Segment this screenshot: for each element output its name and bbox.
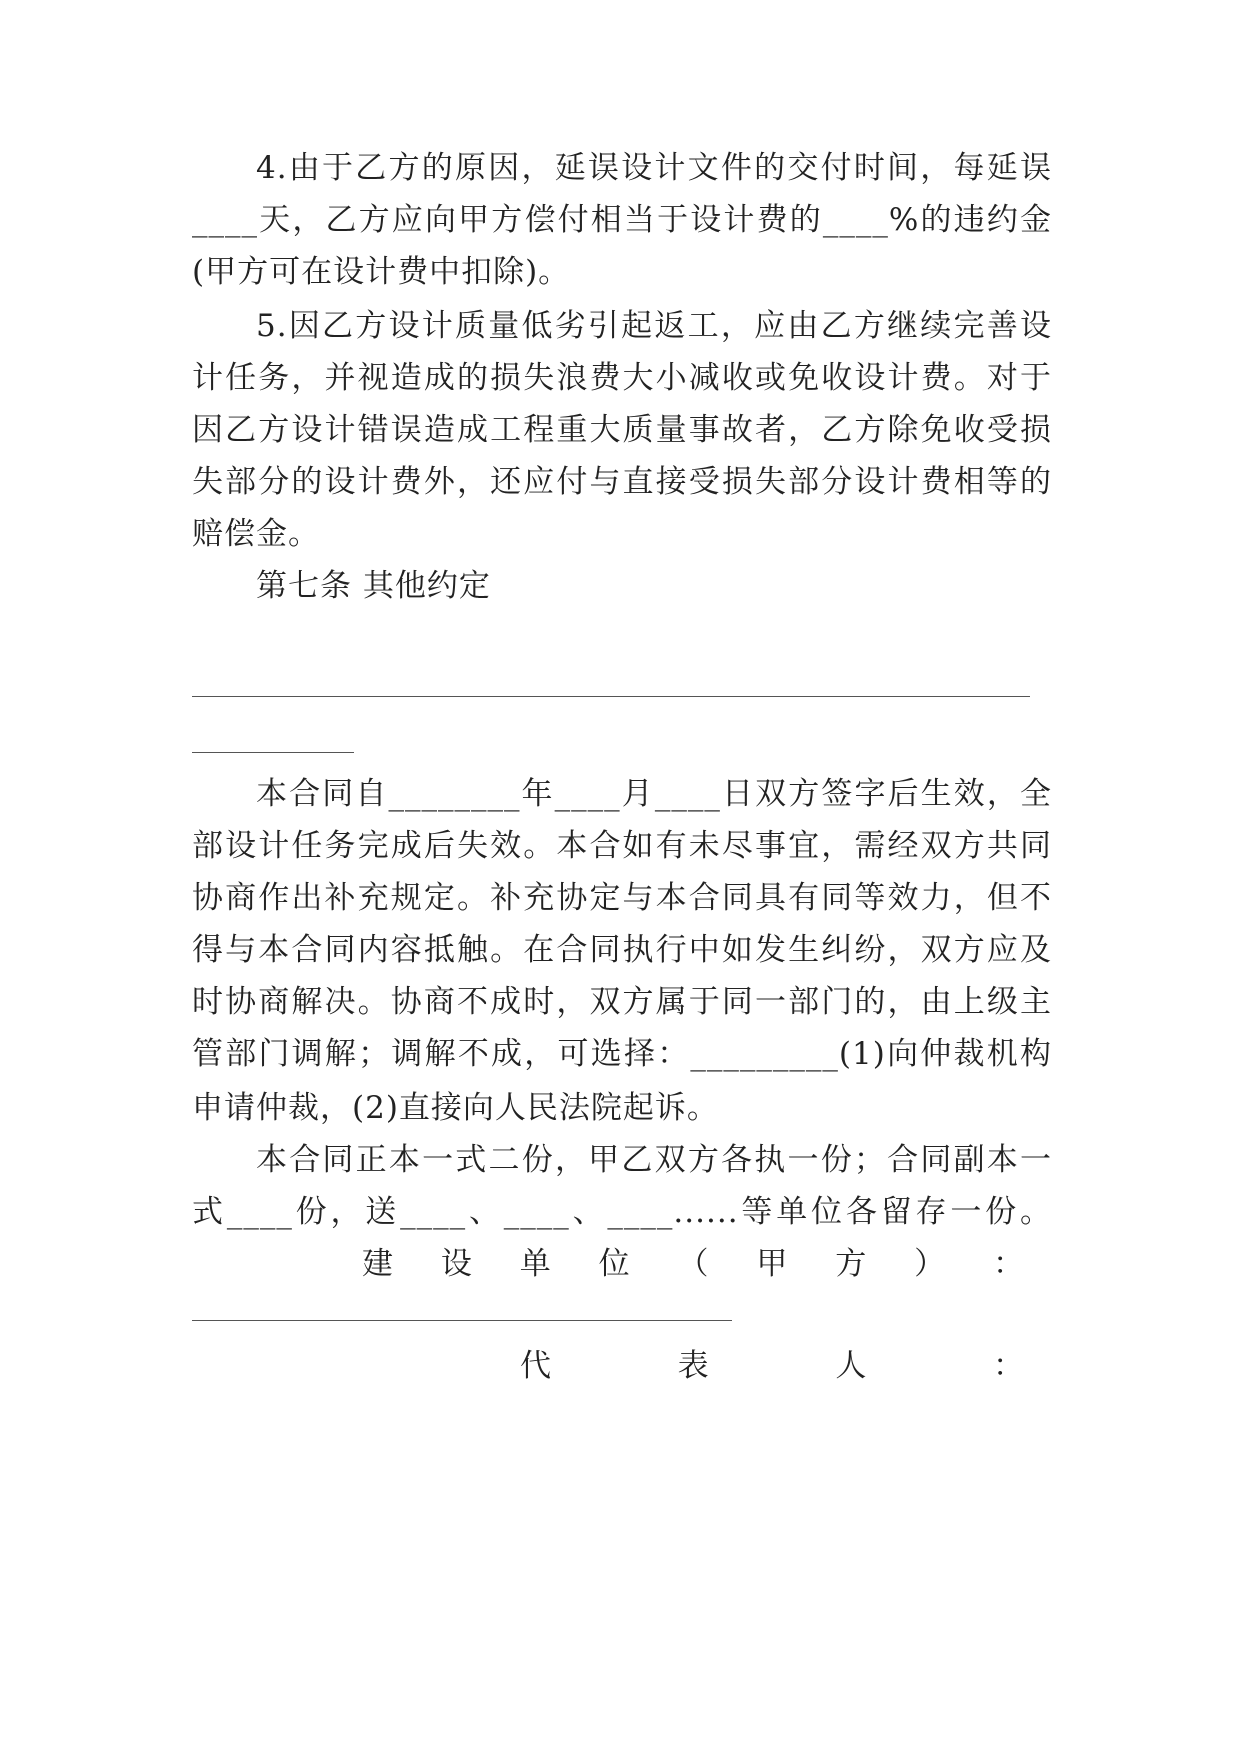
builder-signature-blank-line xyxy=(192,1320,732,1321)
effective-line-4: 得与本合同内容抵触。在合同执行中如发生纠纷，双方应及 xyxy=(192,932,1052,968)
representative-char: 人 xyxy=(835,1348,867,1384)
builder-char: 方 xyxy=(835,1246,867,1282)
builder-char: （ xyxy=(677,1246,709,1282)
builder-char: ： xyxy=(993,1246,1024,1282)
builder-char: 甲 xyxy=(756,1246,788,1282)
representative-label xyxy=(520,1346,1024,1386)
builder-char: 单 xyxy=(519,1246,551,1282)
effective-line-5: 时协商解决。协商不成时，双方属于同一部门的，由上级主 xyxy=(192,984,1052,1020)
effective-line-6: 管部门调解；调解不成，可选择：_________(1)向仲裁机构 xyxy=(192,1036,1052,1072)
representative-char: ： xyxy=(992,1348,1024,1384)
builder-char: 设 xyxy=(440,1246,472,1282)
clause-5-line-4: 失部分的设计费外，还应付与直接受损失部分设计费相等的 xyxy=(192,464,1052,500)
representative-char: 代 xyxy=(520,1348,551,1384)
effective-line-1: 本合同自________年____月____日双方签字后生效，全 xyxy=(256,776,1052,812)
copies-line-2: 式____份，送____、____、____......等单位各留存一份。 xyxy=(192,1194,1052,1230)
clause-5-line-5: 赔偿金。 xyxy=(192,516,320,552)
builder-char: 位 xyxy=(598,1246,630,1282)
clause-4-line-3: (甲方可在设计费中扣除)。 xyxy=(192,254,571,290)
builder-char: ） xyxy=(914,1246,946,1282)
clause-5-line-2: 计任务，并视造成的损失浪费大小减收或免收设计费。对于 xyxy=(192,360,1052,396)
clause-4-line-2: ____天，乙方应向甲方偿付相当于设计费的____%的违约金 xyxy=(192,202,1052,238)
builder-char: 建 xyxy=(362,1246,393,1282)
article-7-heading: 第七条 其他约定 xyxy=(256,568,491,604)
effective-line-7: 申请仲裁，(2)直接向人民法院起诉。 xyxy=(192,1090,719,1126)
clause-4-line-1: 4.由于乙方的原因，延误设计文件的交付时间，每延误 xyxy=(256,150,1052,186)
other-agreements-blank-line-1 xyxy=(192,696,1030,697)
effective-line-3: 协商作出补充规定。补充协定与本合同具有同等效力，但不 xyxy=(192,880,1052,916)
effective-line-2: 部设计任务完成后失效。本合如有未尽事宜，需经双方共同 xyxy=(192,828,1052,864)
representative-char: 表 xyxy=(677,1348,709,1384)
builder-signature-label xyxy=(362,1244,1024,1284)
copies-line-1: 本合同正本一式二份，甲乙双方各执一份；合同副本一 xyxy=(256,1142,1052,1178)
other-agreements-blank-line-2 xyxy=(192,752,354,753)
clause-5-line-3: 因乙方设计错误造成工程重大质量事故者，乙方除免收受损 xyxy=(192,412,1052,448)
clause-5-line-1: 5.因乙方设计质量低劣引起返工，应由乙方继续完善设 xyxy=(256,308,1052,344)
